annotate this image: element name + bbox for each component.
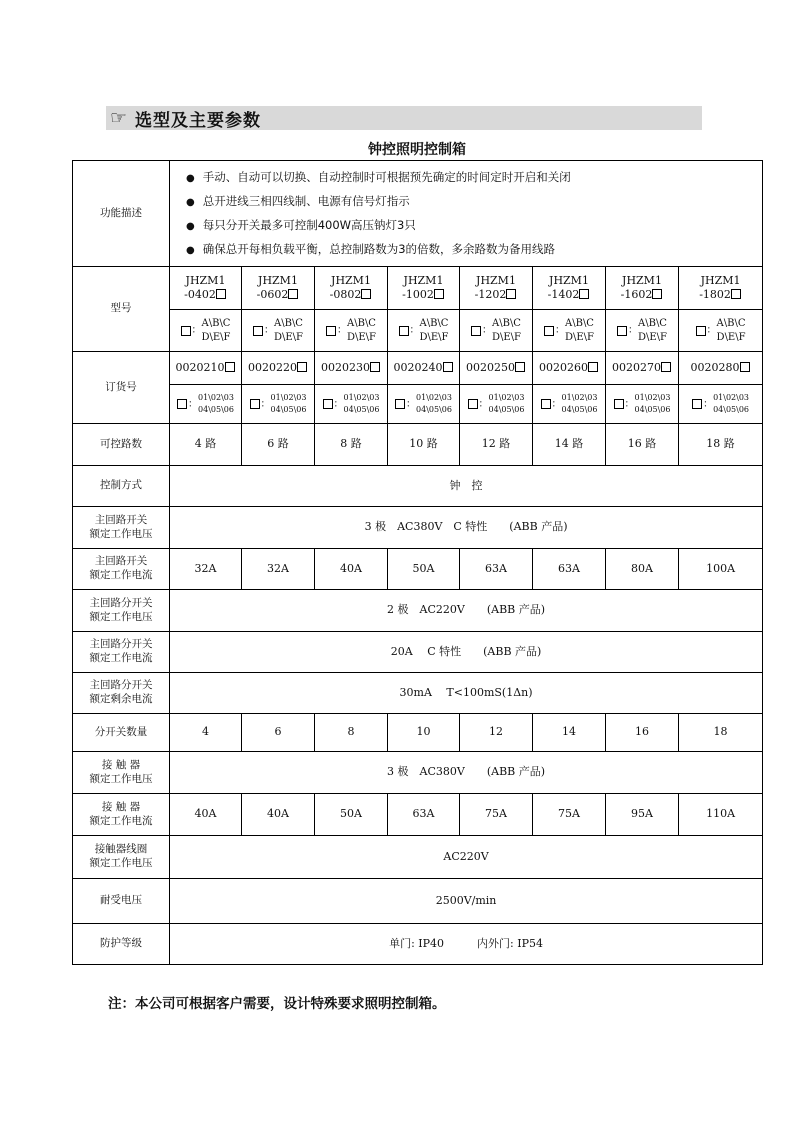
contactor-current-value: 75A [460, 794, 533, 836]
model-sub-row [73, 310, 763, 352]
protection-row [73, 924, 763, 965]
branch-count-row [73, 714, 763, 752]
variant-option-line: 01\02\03 [343, 393, 380, 402]
main-voltage-value: 3 极 AC380V C 特性 (ABB 产品) [170, 507, 763, 549]
model-prefix: JHZM1 [258, 273, 298, 287]
main-current-value: 32A [242, 549, 315, 590]
branch-residual-value: 30mA T<100mS(1Δn) [170, 673, 763, 714]
order-number-cell [606, 352, 679, 385]
checkbox-square-icon [696, 326, 706, 336]
circuits-value: 8 路 [315, 424, 388, 466]
branch-count-value: 10 [388, 714, 460, 752]
variant-option-line: D\E\F [638, 331, 667, 343]
coil-row [73, 836, 763, 879]
feature-item: ● 总开进线三相四线制、电源有信号灯指示 [186, 190, 760, 214]
variant-option-cell: ： A\B\C D\E\F [679, 310, 763, 352]
order-sub-row [73, 385, 763, 424]
variant-option-line: 04\05\06 [561, 405, 598, 414]
order-number-cell [388, 352, 460, 385]
branch-voltage-value: 2 极 AC220V (ABB 产品) [170, 590, 763, 632]
main-current-value: 50A [388, 549, 460, 590]
contactor-current-value: 40A [242, 794, 315, 836]
variant-option-line: 01\02\03 [561, 393, 598, 402]
row-label: 主回路分开关 额定工作电压 [73, 590, 170, 632]
checkbox-square-icon [253, 326, 263, 336]
section-header [106, 106, 702, 130]
row-label: 接 触 器 额定工作电压 [73, 752, 170, 794]
model-code: -1002 [402, 288, 434, 301]
row-label: 主回路开关 额定工作电压 [73, 507, 170, 549]
variant-option-line: A\B\C [716, 317, 746, 329]
variant-option-cell: ： 01\02\03 04\05\06 [170, 385, 242, 424]
variant-option-line: D\E\F [274, 331, 303, 343]
model-prefix: JHZM1 [403, 273, 444, 287]
circuits-value: 12 路 [460, 424, 533, 466]
feature-item: ● 手动、自动可以切换、自动控制时可根据预先确定的时间定时开启和关闭 [186, 166, 760, 190]
contactor-current-value: 40A [170, 794, 242, 836]
variant-option-line: 01\02\03 [198, 393, 234, 402]
row-label: 控制方式 [73, 466, 170, 507]
model-prefix: JHZM1 [622, 273, 662, 287]
variant-option-cell: ： A\B\C D\E\F [242, 310, 315, 352]
checkbox-square-icon [297, 362, 307, 372]
function-row [73, 161, 763, 267]
variant-option-line: 01\02\03 [416, 393, 452, 402]
checkbox-square-icon [692, 399, 702, 409]
pointing-hand-icon: ☞ [110, 106, 128, 129]
variant-option-line: A\B\C [565, 317, 594, 329]
variant-option-line: 04\05\06 [270, 405, 307, 414]
row-label: 防护等级 [73, 924, 170, 965]
variant-option-cell: ： 01\02\03 04\05\06 [606, 385, 679, 424]
model-code: -1602 [620, 288, 653, 301]
row-label: 主回路分开关 额定工作电流 [73, 632, 170, 673]
checkbox-square-icon [288, 289, 298, 299]
model-cell [315, 267, 388, 310]
protection-value: 单门: IP40 内外门: IP54 [170, 924, 763, 965]
feature-list [172, 166, 760, 262]
control-row [73, 466, 763, 507]
model-cell [533, 267, 606, 310]
checkbox-square-icon [614, 399, 624, 409]
control-value: 钟 控 [170, 466, 763, 507]
feature-item: ● 每只分开关最多可控制400W高压钠灯3只 [186, 214, 760, 238]
checkbox-square-icon [326, 326, 336, 336]
contactor-current-value: 50A [315, 794, 388, 836]
contactor-voltage-row [73, 752, 763, 794]
branch-residual-row [73, 673, 763, 714]
variant-option-cell: ： 01\02\03 04\05\06 [242, 385, 315, 424]
row-label: 主回路开关 额定工作电流 [73, 549, 170, 590]
model-cell [679, 267, 763, 310]
row-label: 订货号 [73, 352, 170, 424]
table-title: 钟控照明控制箱 [368, 142, 466, 158]
main-current-value: 32A [170, 549, 242, 590]
order-number-cell [170, 352, 242, 385]
checkbox-square-icon [588, 362, 598, 372]
checkbox-square-icon [177, 399, 187, 409]
branch-current-value: 20A C 特性 (ABB 产品) [170, 632, 763, 673]
order-number-cell [460, 352, 533, 385]
main-voltage-row [73, 507, 763, 549]
model-code: -1402 [547, 288, 580, 301]
circuits-value: 18 路 [679, 424, 763, 466]
order-code: 0020240 [393, 360, 443, 374]
branch-count-value: 12 [460, 714, 533, 752]
checkbox-square-icon [225, 362, 235, 372]
model-row [73, 267, 763, 310]
checkbox-square-icon [471, 326, 481, 336]
row-label: 主回路分开关 额定剩余电流 [73, 673, 170, 714]
row-label: 分开关数量 [73, 714, 170, 752]
branch-count-value: 6 [242, 714, 315, 752]
model-prefix: JHZM1 [185, 273, 226, 287]
variant-option-line: D\E\F [347, 331, 376, 343]
variant-option-line: 01\02\03 [713, 393, 750, 402]
model-cell [170, 267, 242, 310]
variant-option-cell: ： 01\02\03 04\05\06 [388, 385, 460, 424]
withstand-value: 2500V/min [170, 879, 763, 924]
checkbox-square-icon [443, 362, 453, 372]
branch-voltage-row [73, 590, 763, 632]
branch-current-row [73, 632, 763, 673]
checkbox-square-icon [370, 362, 380, 372]
model-prefix: JHZM1 [700, 273, 741, 287]
row-label: 耐受电压 [73, 879, 170, 924]
main-current-value: 100A [679, 549, 763, 590]
feature-item: ● 确保总开每相负载平衡，总控制路数为3的倍数，多余路数为备用线路 [186, 238, 760, 262]
model-prefix: JHZM1 [549, 273, 589, 287]
model-code: -0602 [256, 288, 289, 301]
order-code: 0020270 [612, 360, 661, 374]
variant-option-cell: ： A\B\C D\E\F [315, 310, 388, 352]
checkbox-square-icon [434, 289, 444, 299]
variant-option-line: A\B\C [419, 317, 449, 329]
model-code: -0802 [329, 288, 362, 301]
variant-option-cell: ： 01\02\03 04\05\06 [315, 385, 388, 424]
order-code: 0020210 [175, 360, 225, 374]
variant-option-cell: ： 01\02\03 04\05\06 [460, 385, 533, 424]
checkbox-square-icon [323, 399, 333, 409]
contactor-voltage-value: 3 极 AC380V (ABB 产品) [170, 752, 763, 794]
variant-option-line: A\B\C [347, 317, 376, 329]
variant-option-line: A\B\C [492, 317, 521, 329]
variant-option-cell: ： A\B\C D\E\F [460, 310, 533, 352]
variant-option-line: D\E\F [716, 331, 746, 343]
order-code: 0020230 [321, 360, 370, 374]
variant-option-cell: ： A\B\C D\E\F [388, 310, 460, 352]
variant-option-cell: ： A\B\C D\E\F [606, 310, 679, 352]
model-cell [242, 267, 315, 310]
circuits-value: 14 路 [533, 424, 606, 466]
variant-option-line: 04\05\06 [713, 405, 750, 414]
contactor-current-row [73, 794, 763, 836]
variant-option-line: 04\05\06 [198, 405, 234, 414]
order-number-cell [679, 352, 763, 385]
circuits-row [73, 424, 763, 466]
order-code: 0020250 [466, 360, 515, 374]
variant-option-line: D\E\F [419, 331, 449, 343]
checkbox-square-icon [661, 362, 671, 372]
checkbox-square-icon [652, 289, 662, 299]
variant-option-line: A\B\C [638, 317, 667, 329]
order-number-cell [533, 352, 606, 385]
checkbox-square-icon [468, 399, 478, 409]
circuits-value: 16 路 [606, 424, 679, 466]
branch-count-value: 8 [315, 714, 388, 752]
order-row [73, 352, 763, 385]
variant-option-line: 01\02\03 [488, 393, 525, 402]
variant-option-line: D\E\F [565, 331, 594, 343]
model-code: -0402 [184, 288, 216, 301]
checkbox-square-icon [399, 326, 409, 336]
variant-option-line: 04\05\06 [634, 405, 671, 414]
branch-count-value: 16 [606, 714, 679, 752]
checkbox-square-icon [579, 289, 589, 299]
checkbox-square-icon [361, 289, 371, 299]
model-prefix: JHZM1 [476, 273, 516, 287]
row-label: 接触器线圈 额定工作电压 [73, 836, 170, 879]
branch-count-value: 4 [170, 714, 242, 752]
variant-option-cell: ： A\B\C D\E\F [533, 310, 606, 352]
circuits-value: 6 路 [242, 424, 315, 466]
order-number-cell [242, 352, 315, 385]
main-current-value: 80A [606, 549, 679, 590]
variant-option-line: D\E\F [492, 331, 521, 343]
branch-count-value: 18 [679, 714, 763, 752]
model-cell [460, 267, 533, 310]
model-code: -1802 [699, 288, 731, 301]
circuits-value: 10 路 [388, 424, 460, 466]
variant-option-line: 01\02\03 [270, 393, 307, 402]
checkbox-square-icon [250, 399, 260, 409]
variant-option-cell: ： 01\02\03 04\05\06 [679, 385, 763, 424]
variant-option-cell: ： A\B\C D\E\F [170, 310, 242, 352]
checkbox-square-icon [181, 326, 191, 336]
checkbox-square-icon [617, 326, 627, 336]
branch-count-value: 14 [533, 714, 606, 752]
model-cell [388, 267, 460, 310]
checkbox-square-icon [506, 289, 516, 299]
circuits-value: 4 路 [170, 424, 242, 466]
variant-option-line: 04\05\06 [343, 405, 380, 414]
row-label: 功能描述 [73, 161, 170, 267]
contactor-current-value: 95A [606, 794, 679, 836]
row-label: 型号 [73, 267, 170, 352]
variant-option-line: 04\05\06 [416, 405, 452, 414]
main-current-value: 40A [315, 549, 388, 590]
contactor-current-value: 63A [388, 794, 460, 836]
checkbox-square-icon [731, 289, 741, 299]
variant-option-line: A\B\C [274, 317, 303, 329]
model-code: -1202 [474, 288, 507, 301]
variant-option-line: 04\05\06 [488, 405, 525, 414]
order-code: 0020260 [539, 360, 588, 374]
coil-value: AC220V [170, 836, 763, 879]
checkbox-square-icon [740, 362, 750, 372]
checkbox-square-icon [544, 326, 554, 336]
variant-option-cell: ： 01\02\03 04\05\06 [533, 385, 606, 424]
row-label: 接 触 器 额定工作电流 [73, 794, 170, 836]
checkbox-square-icon [541, 399, 551, 409]
main-current-value: 63A [533, 549, 606, 590]
feature-cell [170, 161, 763, 267]
model-cell [606, 267, 679, 310]
order-code: 0020280 [690, 360, 740, 374]
main-current-row [73, 549, 763, 590]
spec-table [72, 160, 763, 965]
contactor-current-value: 110A [679, 794, 763, 836]
main-current-value: 63A [460, 549, 533, 590]
checkbox-square-icon [515, 362, 525, 372]
variant-option-line: A\B\C [201, 317, 231, 329]
section-title: 选型及主要参数 [135, 110, 262, 131]
checkbox-square-icon [395, 399, 405, 409]
footer-note: 注：本公司可根据客户需要，设计特殊要求照明控制箱。 [108, 996, 446, 1012]
contactor-current-value: 75A [533, 794, 606, 836]
model-prefix: JHZM1 [331, 273, 371, 287]
order-number-cell [315, 352, 388, 385]
row-label: 可控路数 [73, 424, 170, 466]
checkbox-square-icon [216, 289, 226, 299]
variant-option-line: 01\02\03 [634, 393, 671, 402]
withstand-row [73, 879, 763, 924]
variant-option-line: D\E\F [201, 331, 231, 343]
order-code: 0020220 [248, 360, 297, 374]
